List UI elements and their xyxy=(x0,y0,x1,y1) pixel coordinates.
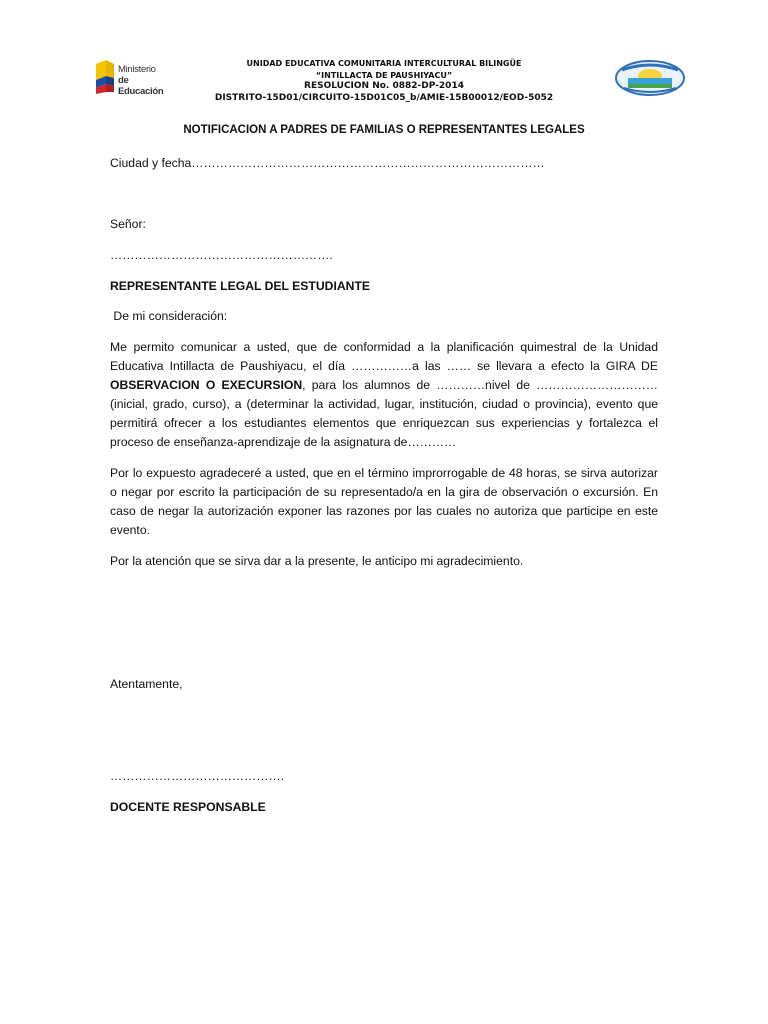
ministerio-logo xyxy=(94,58,174,98)
paragraph-1-part1: Me permito comunicar a usted, que de conformidad a la planificación quimestral de la Unidad Educativa Intillacta de Paushiyacu, el día ……………a las …… se llevara a efecto la GIRA DE xyxy=(110,340,658,373)
page-title: NOTIFICACION A PADRES DE FAMILIAS O REPRESENTANTES LEGALES xyxy=(183,124,585,136)
ecuador-flag-icon xyxy=(94,60,116,94)
paragraph-1-part2: , para los alumnos de …………nivel de …………………………(inicial, grado, curso), a (determinar la actividad, lugar, institución, ciudad o provincia), evento que permitirá ofrecer a los estudiantes elementos que enriquezcan sus experiencias y fortalezca el proceso de enseñanza-aprendizaje de la asignatura de………… xyxy=(110,378,658,449)
school-emblem-icon xyxy=(614,58,686,98)
recipient-title: REPRESENTANTE LEGAL DEL ESTUDIANTE xyxy=(110,279,371,293)
header-line3: RESOLUCION No. 0882-DP-2014 xyxy=(304,81,464,91)
greeting: De mi consideración: xyxy=(110,309,228,323)
paragraph-1-bold: OBSERVACION O EXECURSION xyxy=(110,378,303,392)
ministry-line2: de Educación xyxy=(118,75,164,97)
signer-title: DOCENTE RESPONSABLE xyxy=(110,800,266,814)
recipient-name-line: ………………………………………………. xyxy=(110,248,333,262)
signature-line: ……………………………………. xyxy=(110,769,285,783)
paragraph-1 xyxy=(110,338,658,452)
ciudad-fecha-field: Ciudad y fecha…………………………………………………………………………… xyxy=(110,156,545,170)
closing: Atentamente, xyxy=(110,677,183,691)
header-line4: DISTRITO-15D01/CIRCUITO-15D01C05_b/AMIE-15B00012/EOD-5052 xyxy=(214,92,554,103)
ministry-line1: Ministerio xyxy=(118,64,156,75)
salutation: Señor: xyxy=(110,217,146,231)
header-line1: UNIDAD EDUCATIVA COMUNITARIA INTERCULTURAL BILINGÜE xyxy=(246,59,522,68)
paragraph-3: Por la atención que se sirva dar a la presente, le anticipo mi agradecimiento. xyxy=(110,554,524,568)
paragraph-2: Por lo expuesto agradeceré a usted, que en el término improrrogable de 48 horas, se sirva autorizar o negar por escrito la participación de su representado/a en la gira de observación o excursión. En caso de negar la autorización exponer las razones por las cuales no autoriza que participe en este evento. xyxy=(110,466,658,537)
school-header xyxy=(180,58,588,104)
header-line2: “INTILLACTA DE PAUSHIYACU” xyxy=(315,70,453,80)
